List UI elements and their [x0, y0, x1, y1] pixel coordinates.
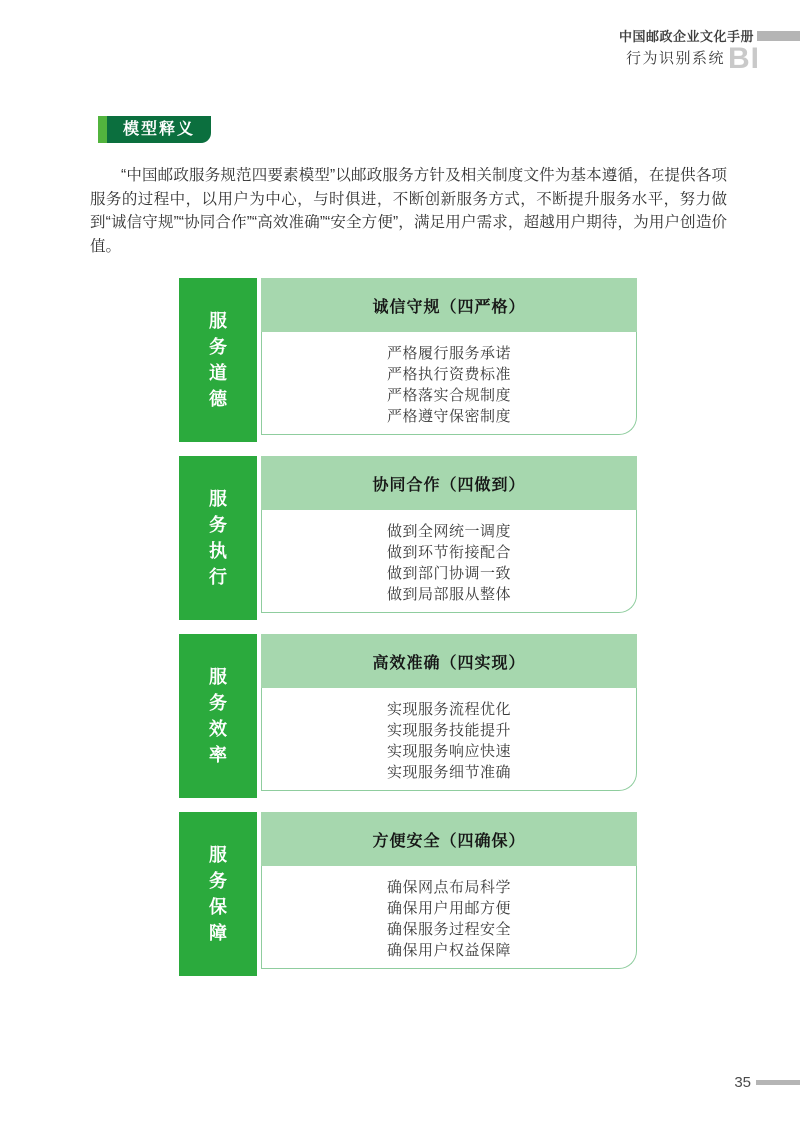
category-panel	[179, 812, 257, 976]
block-content	[261, 812, 637, 969]
block-item: 做到环节衔接配合	[386, 543, 511, 561]
category-panel	[179, 278, 257, 442]
block-item-list	[261, 688, 637, 791]
system-title: 行为识别系统	[625, 50, 725, 67]
header-accent-bar	[757, 31, 800, 41]
block-item: 做到部门协调一致	[386, 564, 511, 582]
block-service-execution	[179, 456, 637, 620]
footer-accent-bar	[756, 1080, 800, 1085]
system-title-row	[0, 44, 760, 74]
block-item: 确保网点布局科学	[386, 878, 511, 896]
block-item-list	[261, 332, 637, 435]
category-label: 服务保障	[209, 845, 227, 943]
block-item: 确保服务过程安全	[386, 920, 511, 938]
category-label: 服务执行	[209, 489, 227, 587]
block-content	[261, 634, 637, 791]
page-number: 35	[734, 1073, 751, 1091]
section-badge-label: 模型释义	[107, 116, 211, 143]
block-item: 实现服务流程优化	[386, 700, 511, 718]
category-label: 服务道德	[209, 311, 227, 409]
block-item: 实现服务响应快速	[386, 742, 511, 760]
block-content	[261, 278, 637, 435]
booklet-title-row	[0, 26, 800, 45]
bi-logo: BI	[728, 42, 760, 75]
category-panel	[179, 456, 257, 620]
block-item: 严格落实合规制度	[386, 386, 511, 404]
block-item: 严格履行服务承诺	[386, 344, 511, 362]
booklet-title: 中国邮政企业文化手册	[618, 29, 754, 44]
block-item: 严格执行资费标准	[386, 365, 511, 383]
block-service-guarantee	[179, 812, 637, 976]
block-heading: 诚信守规（四严格）	[261, 278, 637, 332]
category-panel	[179, 634, 257, 798]
block-item: 实现服务细节准确	[386, 763, 511, 781]
model-blocks	[179, 278, 637, 976]
block-item: 确保用户权益保障	[386, 941, 511, 959]
block-heading: 高效准确（四实现）	[261, 634, 637, 688]
block-item: 做到全网统一调度	[386, 522, 511, 540]
badge-stripe	[98, 116, 107, 143]
section-badge	[98, 116, 211, 143]
block-item-list	[261, 866, 637, 969]
block-service-efficiency	[179, 634, 637, 798]
block-item: 确保用户用邮方便	[386, 899, 511, 917]
block-heading: 协同合作（四做到）	[261, 456, 637, 510]
block-item: 做到局部服从整体	[386, 585, 511, 603]
block-heading: 方便安全（四确保）	[261, 812, 637, 866]
category-label: 服务效率	[209, 667, 227, 765]
intro-paragraph: “中国邮政服务规范四要素模型”以邮政服务方针及相关制度文件为基本遵循，在提供各项服务的过程中，以用户为中心，与时俱进，不断创新服务方式，不断提升服务水平，努力做到“诚信守规”“协同合作”“高效准确”“安全方便”，满足用户需求，超越用户期待，为用户创造价值。	[90, 167, 727, 255]
block-item: 严格遵守保密制度	[386, 407, 511, 425]
block-content	[261, 456, 637, 613]
block-item-list	[261, 510, 637, 613]
block-service-ethics	[179, 278, 637, 442]
block-item: 实现服务技能提升	[386, 721, 511, 739]
page-footer	[734, 1074, 800, 1090]
